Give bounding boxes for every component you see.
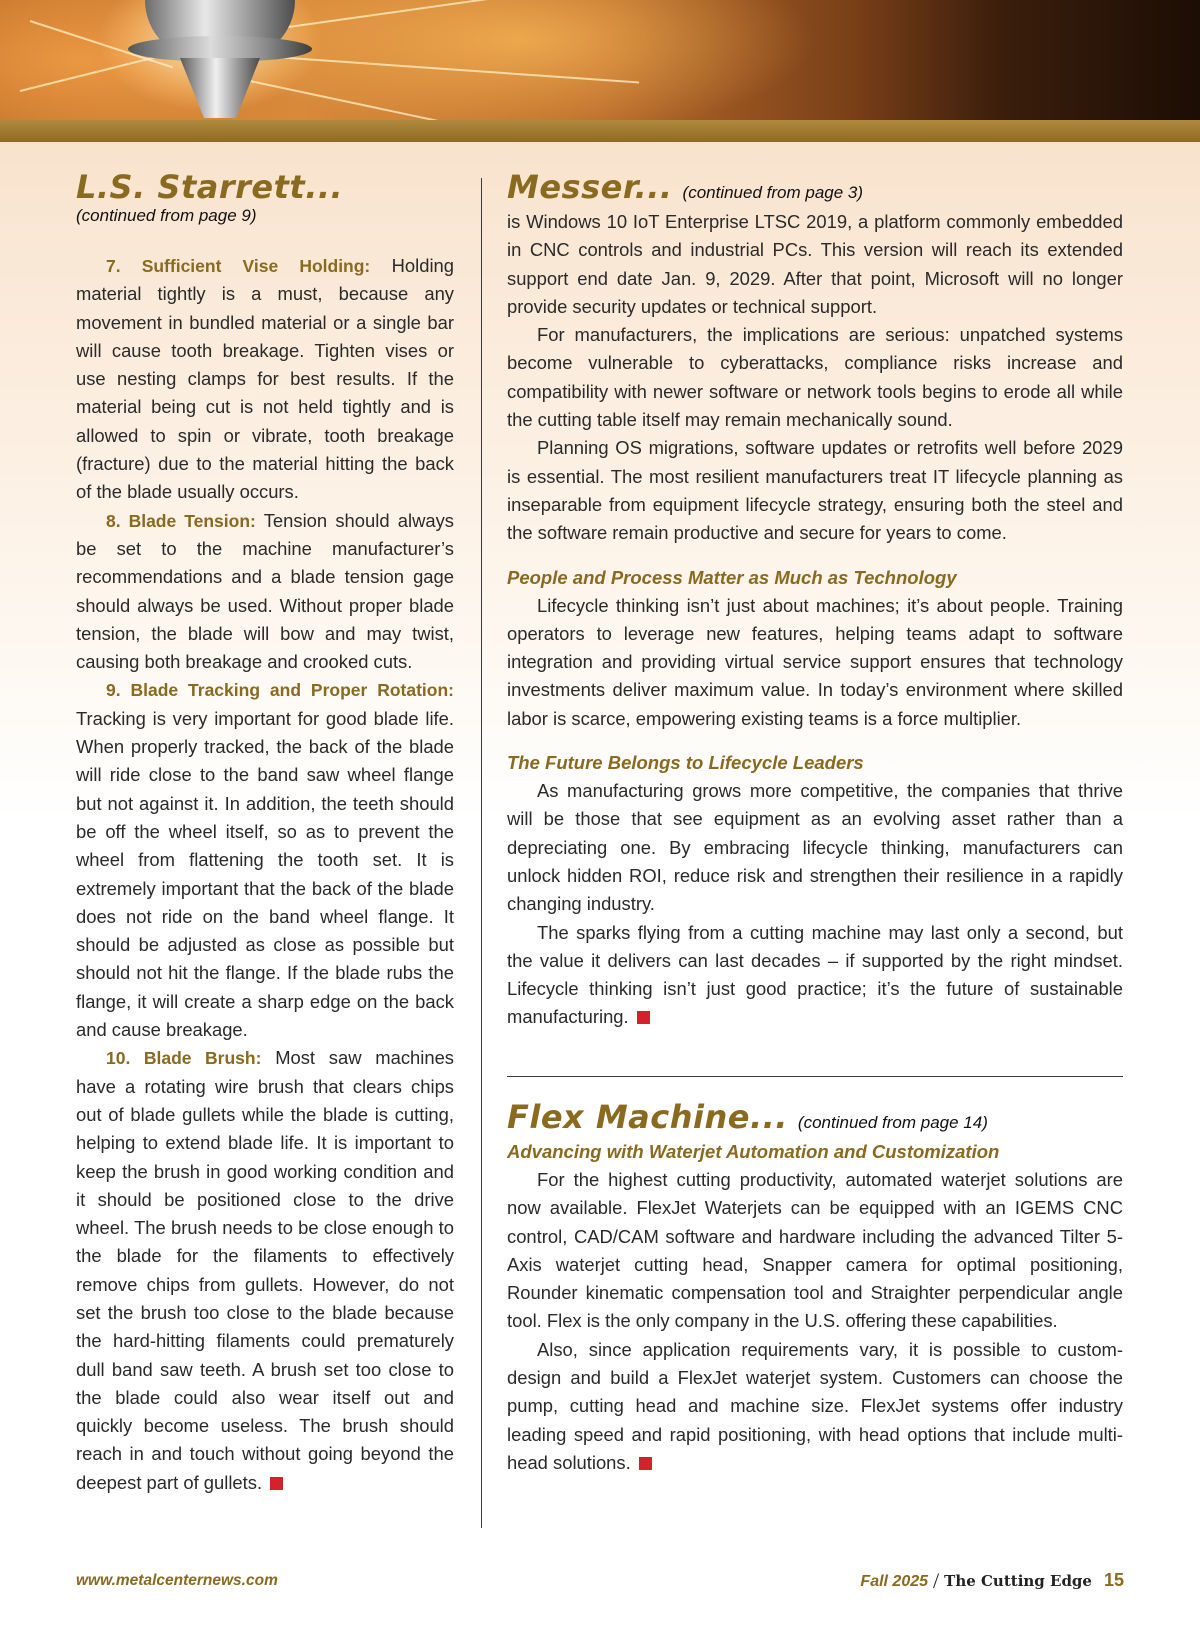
end-of-article-mark bbox=[639, 1457, 652, 1470]
page-number: 15 bbox=[1103, 1570, 1124, 1590]
paragraph: 9. Blade Tracking and Proper Rotation: Tracking is very important for good blade life. When properly tracked, the back of the blade will ride close to the band saw wheel flange but not against it. In addition, the teeth should be off the wheel itself, so as to prevent the wheel from flattening the tooth set. It is extremely important that the back of the blade does not ride on the band wheel flange. It should be adjusted as close as possible but should not hit the flange. If the blade rubs the flange, it will create a sharp edge on the back and cause breakage. bbox=[76, 680, 454, 1041]
header-photo bbox=[0, 0, 1200, 120]
messer-body bbox=[507, 208, 1123, 1032]
paragraph: is Windows 10 IoT Enterprise LTSC 2019, a platform commonly embedded in CNC controls and industrial PCs. This version will reach its extended support end date Jan. 9, 2029. After that point, Microsoft will no longer provide security updates or technical support. bbox=[507, 211, 1123, 317]
paragraph: 10. Blade Brush: Most saw machines have a rotating wire brush that clears chips out of blade gullets while the blade is cutting, helping to extend blade life. It is important to keep the brush in good working condition and it should be positioned close to the drive wheel. The brush needs to be close enough to the blade for the filaments to effectively remove chips from gullets. However, do not set the brush too close to the blade because the hard-hitting filaments could prematurely dull band saw teeth. A brush set too close to the blade could also wear itself out and quickly become useless. The brush should reach in and touch without going beyond the deepest part of gullets. bbox=[76, 1047, 454, 1493]
messer-heading bbox=[507, 168, 1123, 206]
column-divider bbox=[481, 178, 482, 1528]
right-column bbox=[507, 168, 1123, 1473]
flex-title: Flex Machine... bbox=[507, 1098, 788, 1136]
footer-issue-info bbox=[860, 1568, 1124, 1594]
subheading: Advancing with Waterjet Automation and Customization bbox=[507, 1141, 1000, 1162]
subheading: The Future Belongs to Lifecycle Leaders bbox=[507, 752, 864, 774]
end-of-article-mark bbox=[637, 1011, 650, 1024]
messer-title: Messer... bbox=[507, 168, 673, 206]
paragraph: Planning OS migrations, software updates or retrofits well before 2029 is essential. The most resilient manufacturers treat IT lifecycle planning as inseparable from equipment lifecycle strategy, ensuring both the steel and the software remain productive and secure for years to come. bbox=[507, 437, 1123, 544]
footer-publication: The Cutting Edge bbox=[944, 1572, 1092, 1590]
flex-body bbox=[507, 1138, 1123, 1477]
paragraph: The sparks flying from a cutting machine may last only a second, but the value it delivers can last decades – if supported by the right mindset. Lifecycle thinking isn’t just good practice; it’s the future of sustainable manufacturing. bbox=[507, 921, 1123, 1028]
footer-website: www.metalcenternews.com bbox=[76, 1572, 278, 1589]
flex-heading bbox=[507, 1098, 1123, 1136]
paragraph: 8. Blade Tension: Tension should always be set to the machine manufacturer’s recommendations and a blade tension gage should always be used. Without proper blade tension, the blade will bow and may twist, causing both breakage and crooked cuts. bbox=[76, 509, 454, 673]
paragraph: 7. Sufficient Vise Holding: Holding material tightly is a must, because any movement in bundled material or a single bar will cause tooth breakage. Tighten vises or use nesting clamps for best results. If the material being cut is not held tightly and is allowed to spin or vibrate, tooth breakage (fracture) due to the material hitting the back of the blade usually occurs. bbox=[76, 255, 454, 503]
footer-slash: / bbox=[933, 1568, 940, 1593]
left-column bbox=[76, 168, 454, 1497]
footer-issue: Fall 2025 bbox=[860, 1573, 929, 1590]
section-divider bbox=[507, 1076, 1123, 1077]
starrett-body bbox=[76, 252, 454, 1497]
paragraph: Lifecycle thinking isn’t just about machines; it’s about people. Training operators to leverage new features, helping teams adapt to software integration and providing virtual service support ensures that technology investments deliver maximum value. In today’s environment where skilled labor is scarce, empowering existing teams is a force multiplier. bbox=[507, 594, 1123, 729]
flex-section bbox=[507, 1098, 1123, 1477]
paragraph: For manufacturers, the implications are serious: unpatched systems become vulnerable to cyberattacks, compliance risks increase and compatibility with newer software or network tools begins to erode all while the cutting table itself may remain mechanically sound. bbox=[507, 324, 1123, 431]
paragraph: Also, since application requirements vary, it is possible to custom-design and build a FlexJet waterjet system. Customers can choose the pump, cutting head and machine size. FlexJet systems offer industry leading speed and rapid positioning, with head options that include multi-head solutions. bbox=[507, 1338, 1123, 1473]
subheading: People and Process Matter as Much as Technology bbox=[507, 566, 957, 588]
paragraph: For the highest cutting productivity, automated waterjet solutions are now available. FlexJet Waterjets can be equipped with an IGEMS CNC control, CAD/CAM software and hardware including the advanced Tilter 5-Axis waterjet cutting head, Snapper camera for optimal positioning, Rounder kinematic compensation tool and Straighter perpendicular angle tool. Flex is the only company in the U.S. offering these capabilities. bbox=[507, 1169, 1123, 1332]
end-of-article-mark bbox=[270, 1477, 283, 1490]
messer-continued: (continued from page 3) bbox=[682, 183, 864, 202]
header-gold-bar bbox=[0, 120, 1200, 142]
paragraph: As manufacturing grows more competitive, the companies that thrive will be those that see equipment as an evolving asset rather than a depreciating one. By embracing lifecycle thinking, manufacturers can unlock hidden ROI, reduce risk and strengthen their resilience in a rapidly changing industry. bbox=[507, 780, 1123, 915]
flex-continued: (continued from page 14) bbox=[797, 1113, 988, 1132]
starrett-continued: (continued from page 9) bbox=[76, 206, 257, 225]
starrett-title: L.S. Starrett... bbox=[76, 168, 344, 206]
